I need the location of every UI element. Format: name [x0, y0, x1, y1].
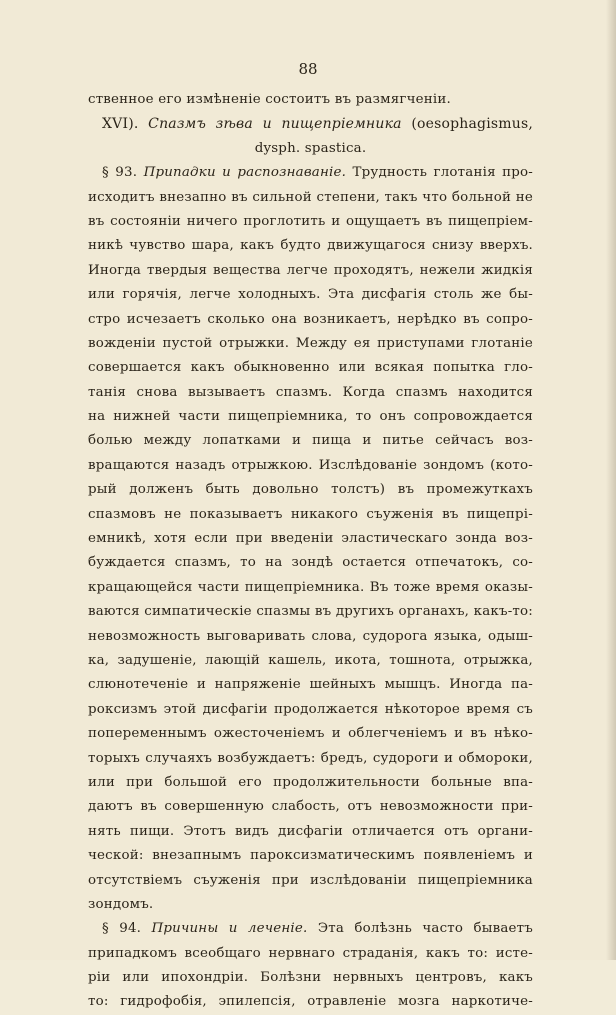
- text-line: или при большой его продолжительности больные впа-: [88, 774, 533, 790]
- text-line: въ состояніи ничего проглотить и ощущаетъ въ пищепріем-: [88, 213, 533, 229]
- text-line: на нижней части пищепріемника, то онъ сопровождается: [88, 409, 533, 425]
- text-line: исходитъ внезапно въ сильной степени, такъ что больной не: [88, 189, 533, 205]
- text-line: невозможность выговаривать слова, судорога языка, одыш-: [88, 628, 533, 644]
- text-line: торыхъ случаяхъ возбуждаетъ: бредъ, судороги и обмороки,: [88, 750, 533, 766]
- text-line: ка, задушеніе, лающій кашель, икота, тошнота, отрыжка,: [88, 652, 533, 668]
- text-line: или горячія, легче холодныхъ. Эта дисфагія столь же бы-: [88, 287, 533, 303]
- text-line: буждается спазмъ, то на зондѣ остается отпечатокъ, со-: [88, 555, 533, 571]
- text-line: болью между лопатками и пища и питье сейчасъ воз-: [88, 433, 533, 449]
- text-span: (oesophagismus,: [401, 116, 533, 133]
- text-line: то: гидрофобія, эпилепсія, отравленіе мозга наркотиче-: [88, 994, 533, 1010]
- text-span: Трудность глотанія про-: [346, 165, 533, 181]
- text-line: танія снова вызываетъ спазмъ. Когда спазмъ находится: [88, 384, 533, 400]
- text-line: слюнотеченіе и напряженіе шейныхъ мышцъ. Иногда па-: [88, 677, 533, 693]
- text-line: рый долженъ быть довольно толстъ) въ промежуткахъ: [88, 482, 533, 498]
- text-line: Иногда твердыя вещества легче проходятъ, нежели жидкія: [88, 262, 533, 278]
- text-line: dysph. spastica.: [254, 140, 367, 156]
- body-text: [88, 88, 533, 1015]
- page-number: 88: [298, 60, 318, 78]
- text-line: [88, 161, 533, 185]
- text-span: Эта болѣзнь часто бываетъ: [307, 921, 533, 937]
- text-line: [88, 917, 533, 941]
- text-line: [88, 112, 533, 136]
- text-line: вожденіи пустой отрыжки. Между ея приступами глотаніе: [88, 335, 533, 351]
- text-line: отсутствіемъ съуженія при изслѣдованіи пищепріемника: [88, 872, 533, 888]
- text-line: ріи или ипохондріи. Болѣзни нервныхъ центровъ, какъ: [88, 970, 533, 986]
- page-edge-shadow: [606, 0, 616, 960]
- text-span: XVI).: [102, 116, 149, 133]
- italic-phrase: Припадки и распознаваніе.: [143, 165, 347, 181]
- text-line: припадкомъ всеобщаго нервнаго страданія, какъ то: исте-: [88, 945, 533, 961]
- text-span: § 93.: [102, 165, 144, 181]
- text-line: нять пищи. Этотъ видъ дисфагіи отличается отъ органи-: [88, 823, 533, 839]
- text-line: никѣ чувство шара, какъ будто движущагося снизу вверхъ.: [88, 238, 533, 254]
- text-line: стро исчезаетъ сколько она возникаетъ, нерѣдко въ сопро-: [88, 311, 533, 327]
- text-line: емникѣ, хотя если при введеніи эластическаго зонда воз-: [88, 531, 533, 547]
- text-line: кращающейся части пищепріемника. Въ тоже время оказы-: [88, 579, 533, 595]
- text-line: ственное его измѣненіе состоитъ въ размягченіи.: [88, 92, 451, 107]
- text-line: ваются симпатическіе спазмы въ другихъ органахъ, какъ-то:: [88, 604, 533, 620]
- text-line: ческой: внезапнымъ пароксизматическимъ появленіемъ и: [88, 848, 533, 864]
- text-line: совершается какъ обыкновенно или всякая попытка гло-: [88, 360, 533, 376]
- text-line: вращаются назадъ отрыжкою. Изслѣдованіе зондомъ (кото-: [88, 457, 533, 473]
- text-line: роксизмъ этой дисфагіи продолжается нѣкоторое время съ: [88, 701, 533, 717]
- text-line: даютъ въ совершенную слабость, отъ невозможности при-: [88, 799, 533, 815]
- text-line: спазмовъ не показываетъ никакого съуженія въ пищепрі-: [88, 506, 533, 522]
- italic-phrase: Причины и леченіе.: [151, 921, 308, 937]
- text-line: попеременнымъ ожесточеніемъ и облегченіемъ и въ нѣко-: [88, 726, 533, 742]
- text-line: зондомъ.: [88, 896, 154, 912]
- italic-phrase: Спазмъ зѣва и пищепріемника: [148, 116, 402, 133]
- text-span: § 94.: [102, 921, 152, 937]
